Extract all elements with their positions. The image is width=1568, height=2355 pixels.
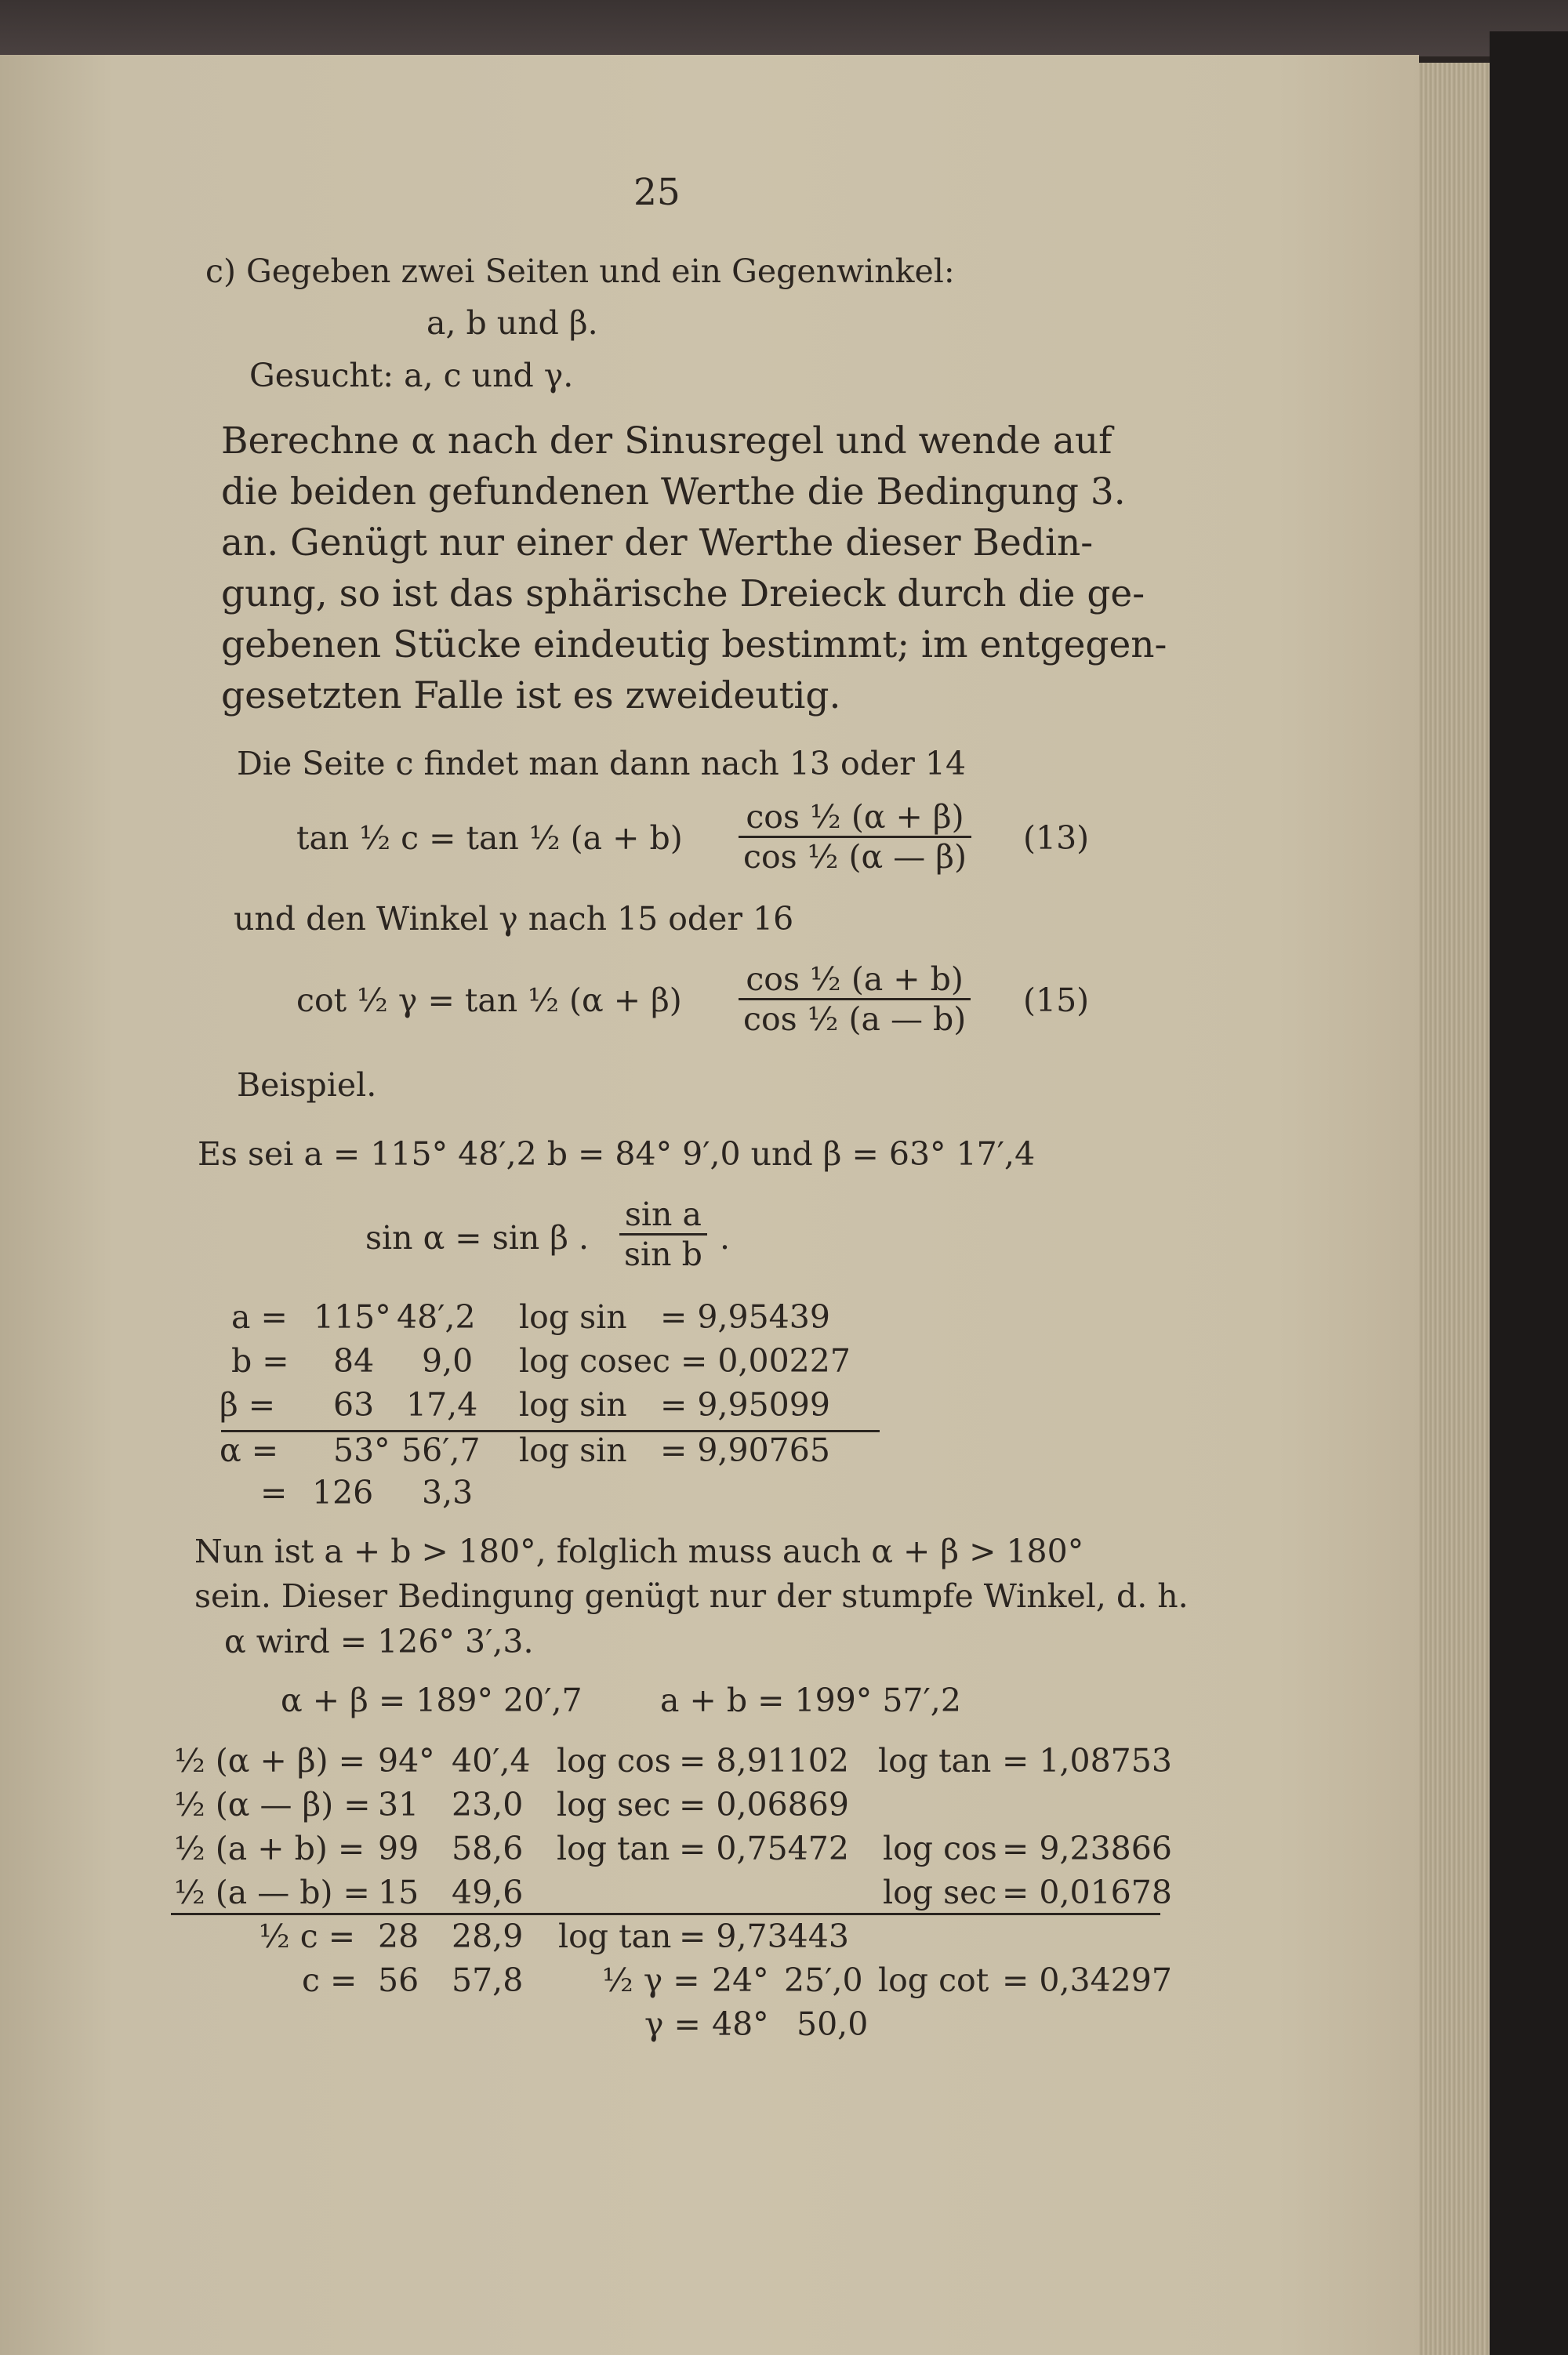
cell-val: = 1,08753 [1002, 1742, 1172, 1780]
cell-min: 49,6 [452, 1874, 524, 1911]
cell-fn: log tan [878, 1742, 992, 1780]
sine-rule-numerator: sin a [624, 1196, 702, 1233]
formula13-lhs: tan ½ c = tan ½ (a + b) [296, 819, 683, 857]
cell-fn: log cos [883, 1830, 997, 1867]
cell-min: 48′,2 [397, 1298, 476, 1336]
cell-min: 28,9 [452, 1918, 524, 1955]
cell-val: = 8,91102 [679, 1742, 849, 1780]
cell-fn: log tan [557, 1830, 670, 1867]
cell-name: γ = [644, 2005, 701, 2043]
cell-fn: log sec [557, 1786, 671, 1823]
cell-fn: log tan [558, 1918, 672, 1955]
cell-deg: 53° [333, 1432, 390, 1469]
cell-val: = 9,95439 [660, 1298, 830, 1336]
cell-name: c = [302, 1961, 358, 1999]
cell-name: ½ (a + b) = [174, 1830, 365, 1867]
cell-min: 58,6 [452, 1830, 524, 1867]
conclusion-line: sein. Dieser Bedingung genügt nur der stumpfe Winkel, d. h. [194, 1577, 1189, 1615]
cell-name: ½ (α + β) = [174, 1742, 365, 1780]
angle-sum: α + β = 189° 20′,7 [281, 1682, 583, 1719]
cell-min: 23,0 [452, 1786, 524, 1823]
formula15-lhs: cot ½ γ = tan ½ (α + β) [296, 982, 682, 1019]
sine-rule-tail: . [720, 1219, 731, 1257]
formula15-denominator: cos ½ (a — b) [739, 998, 971, 1038]
cell-deg: 63 [333, 1386, 375, 1424]
cell-val: = 9,95099 [660, 1386, 830, 1424]
cell-deg: 56 [378, 1961, 419, 1999]
cell-name: b = [231, 1342, 289, 1380]
cell-deg: 48° [712, 2005, 769, 2043]
cell-name: a = [231, 1298, 288, 1336]
cell-min: 25′,0 [784, 1961, 863, 1999]
page [0, 55, 1419, 2355]
formula13-numerator: cos ½ (α + β) [746, 798, 964, 836]
sine-rule-denominator: sin b [619, 1233, 707, 1273]
cell-val: = 0,01678 [1002, 1874, 1172, 1911]
conclusion-line: α wird = 126° 3′,3. [224, 1623, 534, 1660]
cell-fn: log cot [878, 1961, 989, 1999]
cell-deg: 99 [378, 1830, 419, 1867]
sine-rule-lhs: sin α = sin β . [365, 1219, 590, 1257]
cell-min: 40′,4 [452, 1742, 531, 1780]
paragraph-line: gebenen Stücke eindeutig bestimmt; im entgegen- [221, 623, 1167, 666]
page-edges [1419, 63, 1490, 2355]
page-number: 25 [633, 171, 681, 214]
case-given: a, b und β. [426, 304, 598, 342]
side-c-intro: Die Seite c findet man dann nach 13 oder 14 [237, 745, 967, 782]
cell-name: ½ (a — b) = [174, 1874, 370, 1911]
formula15-numerator: cos ½ (a + b) [746, 960, 964, 998]
cell-name: ½ (α — β) = [174, 1786, 371, 1823]
cell-deg: 126 [312, 1474, 374, 1511]
formula15-tag: (15) [1023, 982, 1090, 1019]
cell-fn: log sin [519, 1432, 627, 1469]
formula13-denominator: cos ½ (α — β) [739, 836, 971, 876]
cell-fn: log sin [519, 1298, 627, 1336]
cell-val: = 9,90765 [660, 1432, 830, 1469]
cell-deg: 31 [378, 1786, 419, 1823]
cell-name: ½ γ = [602, 1961, 700, 1999]
cell-val: = 0,06869 [679, 1786, 849, 1823]
book-top-edge [0, 0, 1568, 56]
paragraph-line: gesetzten Falle ist es zweideutig. [221, 674, 841, 717]
cell-fn: log cos [557, 1742, 671, 1780]
cell-deg: 15 [378, 1874, 419, 1911]
cell-name: = [260, 1474, 288, 1511]
sine-rule-fraction [619, 1196, 707, 1273]
formula13-fraction [739, 798, 971, 876]
cell-name: β = [220, 1386, 276, 1424]
table2-sum-rule [171, 1913, 1160, 1915]
paragraph-line: gung, so ist das sphärische Dreieck durch die ge- [221, 572, 1145, 615]
case-heading: c) Gegeben zwei Seiten und ein Gegenwinkel: [205, 252, 955, 290]
book-cover-edge [1490, 31, 1568, 2355]
cell-val: = 9,23866 [1002, 1830, 1172, 1867]
cell-fn: log sec [883, 1874, 997, 1911]
cell-deg: 84 [333, 1342, 375, 1380]
example-label: Beispiel. [237, 1066, 377, 1104]
cell-deg: 24° [712, 1961, 769, 1999]
cell-name: ½ c = [259, 1918, 356, 1955]
cell-val: = 0,75472 [679, 1830, 849, 1867]
cell-val: = 0,00227 [681, 1342, 851, 1380]
conclusion-line: Nun ist a + b > 180°, folglich muss auch α + β > 180° [194, 1533, 1084, 1570]
paragraph-line: die beiden gefundenen Werthe die Bedingung 3. [221, 470, 1126, 513]
paragraph-line: Berechne α nach der Sinusregel und wende auf [221, 419, 1112, 463]
cell-min: 56′,7 [401, 1432, 481, 1469]
cell-deg: 115° [314, 1298, 391, 1336]
case-sought: Gesucht: a, c und γ. [249, 357, 574, 394]
cell-min: 9,0 [422, 1342, 474, 1380]
cell-val: = 9,73443 [679, 1918, 849, 1955]
cell-val: = 0,34297 [1002, 1961, 1172, 1999]
cell-min: 17,4 [406, 1386, 478, 1424]
cell-min: 50,0 [797, 2005, 869, 2043]
cell-fn: log sin [519, 1386, 627, 1424]
cell-name: α = [220, 1432, 279, 1469]
cell-fn: log cosec [519, 1342, 670, 1380]
formula13-tag: (13) [1023, 819, 1090, 857]
cell-min: 3,3 [422, 1474, 474, 1511]
angle-intro: und den Winkel γ nach 15 oder 16 [234, 900, 794, 938]
cell-deg: 28 [378, 1918, 419, 1955]
side-sum: a + b = 199° 57′,2 [660, 1682, 961, 1719]
cell-min: 57,8 [452, 1961, 524, 1999]
formula15-fraction [739, 960, 971, 1038]
example-given: Es sei a = 115° 48′,2 b = 84° 9′,0 und β = 63° 17′,4 [198, 1135, 1036, 1173]
cell-deg: 94° [378, 1742, 435, 1780]
paragraph-line: an. Genügt nur einer der Werthe dieser Bedin- [221, 521, 1094, 564]
